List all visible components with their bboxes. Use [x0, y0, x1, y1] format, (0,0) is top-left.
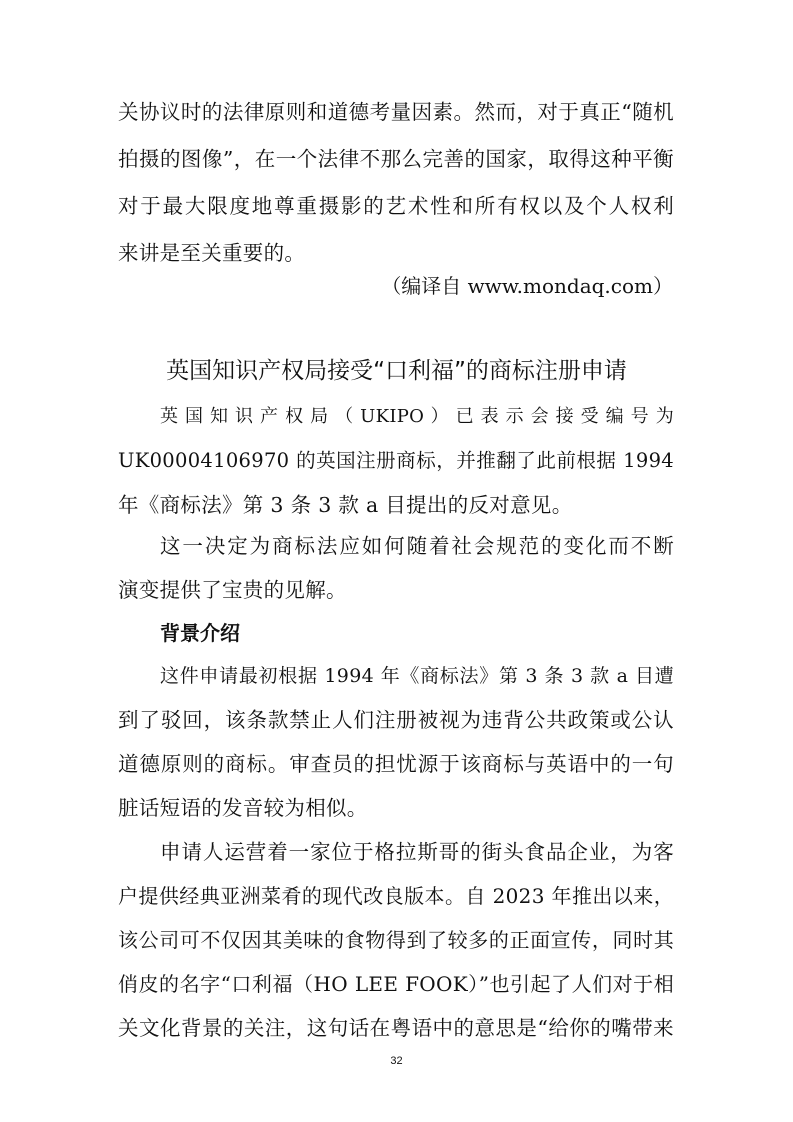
- intro-line-2: 拍摄的图像”，在一个法律不那么完善的国家，取得这种平衡: [118, 147, 674, 171]
- para3-line-2: 到了驳回，该条款禁止人们注册被视为违背公共政策或公认: [118, 708, 674, 732]
- intro-line-3: 对于最大限度地尊重摄影的艺术性和所有权以及个人权利: [118, 194, 674, 218]
- intro-line-1: 关协议时的法律原则和道德考量因素。然而，对于真正“随机: [118, 100, 674, 124]
- para3-line-4: 脏话短语的发音较为相似。: [118, 796, 368, 820]
- para4-line-3: 该公司可不仅因其美味的食物得到了较多的正面宣传，同时其: [118, 928, 674, 952]
- para1-line-3: 年《商标法》第 3 条 3 款 a 目提出的反对意见。: [118, 493, 573, 517]
- section-subheading: 背景介绍: [160, 621, 240, 645]
- para4-line-4: 俏皮的名字“口利福（HO LEE FOOK）”也引起了人们对于相: [118, 972, 674, 996]
- source-note: （编译自 www.mondaq.com）: [381, 274, 673, 298]
- para3-line-1: 这件申请最初根据 1994 年《商标法》第 3 条 3 款 a 目遭: [160, 665, 674, 687]
- para1-line-1: 英 国 知 识 产 权 局 （ UKIPO ） 已 表 示 会 接 受 编 号 为: [160, 406, 674, 427]
- para4-line-2: 户提供经典亚洲菜肴的现代改良版本。自 2023 年推出以来，: [118, 884, 674, 908]
- para1-line-2: UK00004106970 的英国注册商标，并推翻了此前根据 1994: [118, 449, 674, 472]
- article-title: 英国知识产权局接受“口利福”的商标注册申请: [166, 358, 627, 384]
- para2-line-1: 这一决定为商标法应如何随着社会规范的变化而不断: [160, 534, 674, 558]
- para3-line-3: 道德原则的商标。审查员的担忧源于该商标与英语中的一句: [118, 752, 674, 776]
- para4-line-5: 关文化背景的关注，这句话在粤语中的意思是“给你的嘴带来: [118, 1016, 674, 1040]
- intro-line-4: 来讲是至关重要的。: [118, 241, 306, 265]
- para4-line-1: 申请人运营着一家位于格拉斯哥的街头食品企业，为客: [160, 840, 674, 864]
- para2-line-2: 演变提供了宝贵的见解。: [118, 578, 347, 602]
- page-number: 32: [390, 1055, 403, 1067]
